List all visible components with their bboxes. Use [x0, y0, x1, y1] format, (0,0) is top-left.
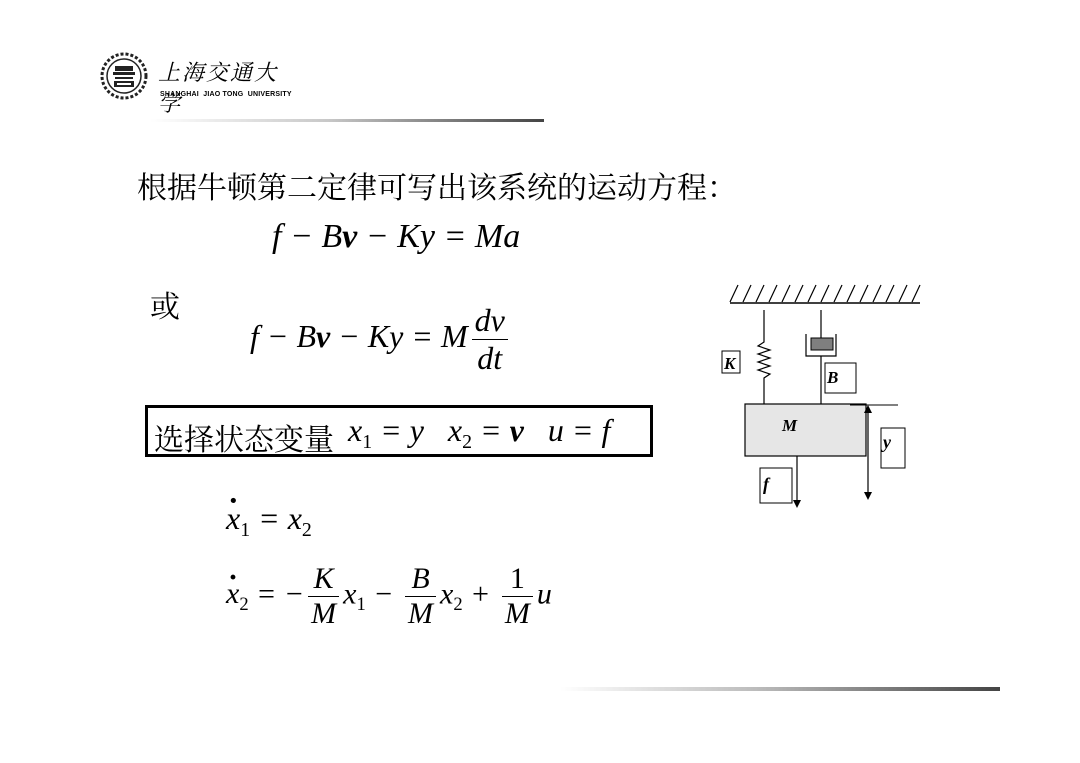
university-seal-icon — [100, 52, 148, 100]
state-equation-2: · $x_2$ = − $\frac{K}{M}$ $x_1$ − $\frac{B}{M}$ $x_2$ + $\frac{1}{M}$ u — [226, 562, 552, 631]
state-variable-definitions: $x_1 = y$ $x_2 = v$ u = f — [348, 412, 611, 453]
equation-newton-derivative: f − Bv − Ky = M $\frac{dv}{dt}$ — [250, 302, 512, 377]
university-name-cn: 上海交通大学 — [158, 61, 279, 117]
displacement-label: y — [883, 432, 891, 452]
ceiling-hatch — [730, 285, 920, 302]
spring — [758, 310, 770, 404]
header-divider — [150, 119, 544, 122]
displacement-arrow-head-bottom — [864, 492, 872, 500]
state-variable-box — [145, 405, 653, 457]
mass-block — [745, 404, 866, 456]
equation-newton: f − Bv − Ky = Ma — [272, 218, 521, 255]
intro-text: 根据牛顿第二定律可写出该系统的运动方程： — [137, 171, 737, 206]
state-variable-label: 选择状态变量 — [154, 423, 334, 458]
university-name-en: SHANGHAI JIAO TONG UNIVERSITY — [160, 91, 292, 98]
state-equation-1: · $x_1 = x_2$ — [226, 500, 312, 542]
force-label: f — [763, 474, 769, 494]
force-arrow-head — [793, 500, 801, 508]
mass-spring-damper-diagram — [700, 280, 940, 520]
damper-piston — [811, 338, 833, 350]
damper-label: B — [827, 368, 839, 387]
mass-label: M — [782, 416, 798, 435]
spring-label: K — [724, 354, 736, 373]
or-text: 或 — [150, 290, 180, 325]
footer-divider — [560, 687, 1000, 691]
university-logo — [100, 52, 300, 117]
